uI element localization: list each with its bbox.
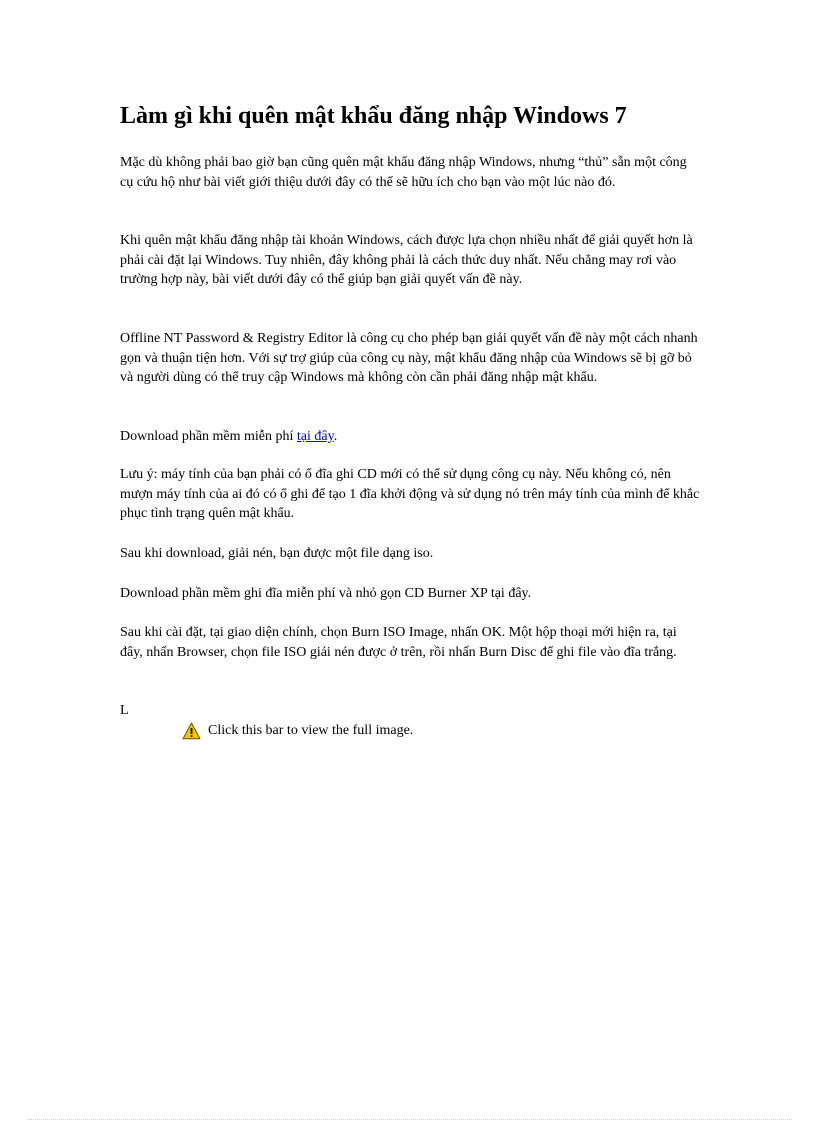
paragraph-note: Lưu ý: máy tính của bạn phải có ổ đĩa ghi CD mới có thể sử dụng công cụ này. Nếu không có, nên mượn máy tính của ai đó có ổ ghi để tạo 1 đĩa khởi động và sử dụng nó trên máy tính của mình để khắc phục tình trạng quên mật khẩu. [120, 467, 700, 521]
paragraph-truncated: L [120, 703, 129, 718]
download-link[interactable]: tại đây [296, 429, 334, 444]
view-full-image-text: Click this bar to view the full image. [208, 723, 414, 738]
paragraph-download [120, 427, 700, 447]
page-title: Làm gì khi quên mật khẩu đăng nhập Windows 7 [120, 103, 627, 129]
paragraph-problem: Khi quên mật khẩu đăng nhập tài khoản Windows, cách được lựa chọn nhiều nhất để giải quyết hơn là phải cài đặt lại Windows. Tuy nhiên, đây không phải là cách thức duy nhất. Nếu chẳng may rơi vào trường hợp này, bài viết dưới đây có thể giúp bạn giải quyết vấn đề này. [120, 233, 693, 287]
view-full-image-bar[interactable] [182, 720, 413, 742]
page-bottom-divider [28, 1119, 792, 1120]
paragraph-intro: Mặc dù không phải bao giờ bạn cũng quên mật khẩu đăng nhập Windows, nhưng “thủ” sẵn một công cụ cứu hộ như bài viết giới thiệu dưới đây có thể sẽ hữu ích cho bạn vào một lúc nào đó. [120, 155, 687, 190]
paragraph-burner-download: Download phần mềm ghi đĩa miễn phí và nhỏ gọn CD Burner XP tại đây. [120, 586, 532, 601]
download-prefix: Download phần mềm miễn phí [120, 429, 297, 444]
download-suffix: . [333, 429, 338, 444]
paragraph-tool: Offline NT Password & Registry Editor là công cụ cho phép bạn giải quyết vấn đề này một cách nhanh gọn và thuận tiện hơn. Với sự trợ giúp của công cụ này, mật khẩu đăng nhập của Windows sẽ bị gỡ bỏ và người dùng có thể truy cập Windows mà không còn cần phải đăng nhập mật khẩu. [120, 331, 698, 385]
warning-icon [182, 722, 201, 740]
paragraph-burn-steps: Sau khi cài đặt, tại giao diện chính, chọn Burn ISO Image, nhấn OK. Một hộp thoại mới hiện ra, tại đây, nhấn Browser, chọn file ISO giải nén được ở trên, rồi nhấn Burn Disc để ghi file vào đĩa trắng. [120, 625, 677, 660]
paragraph-extract: Sau khi download, giải nén, bạn được một file dạng iso. [120, 546, 434, 561]
